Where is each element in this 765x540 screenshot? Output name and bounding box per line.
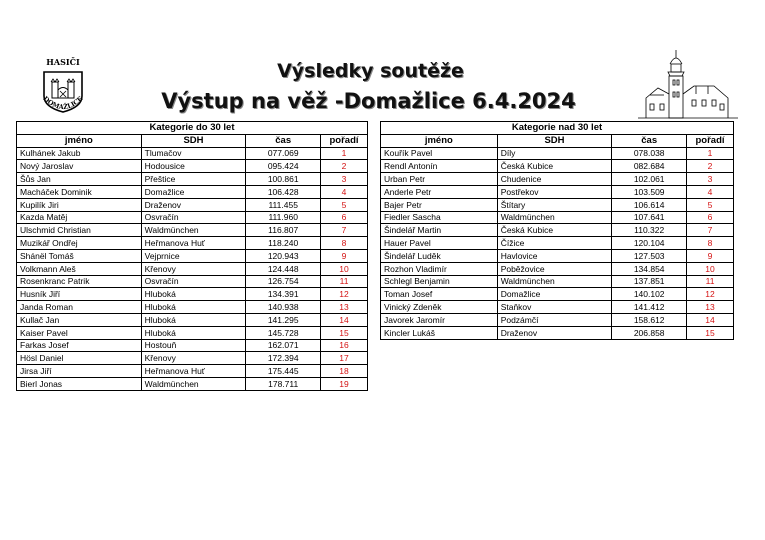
table-row xyxy=(381,301,734,314)
sdh-unit: Hluboká xyxy=(141,313,246,326)
sdh-unit: Hluboká xyxy=(141,301,246,314)
table-row xyxy=(17,275,368,288)
rank-value: 16 xyxy=(321,339,368,352)
rank-value: 18 xyxy=(321,365,368,378)
competitor-name: Urban Petr xyxy=(381,173,498,186)
rank-value: 1 xyxy=(687,147,734,160)
results-table-under-30 xyxy=(16,121,368,391)
competitor-name: Rosenkranc Patrik xyxy=(17,275,142,288)
table-row xyxy=(381,275,734,288)
sdh-unit: Domažlice xyxy=(497,288,612,301)
time-value: 141.295 xyxy=(246,313,321,326)
time-value: 145.728 xyxy=(246,326,321,339)
rank-value: 15 xyxy=(687,326,734,339)
sdh-unit: Hodousice xyxy=(141,160,246,173)
col-header-time: čas xyxy=(612,134,687,147)
time-value: 206.858 xyxy=(612,326,687,339)
table-row xyxy=(381,147,734,160)
sdh-unit: Waldmünchen xyxy=(497,211,612,224)
time-value: 111.960 xyxy=(246,211,321,224)
sdh-unit: Osvračín xyxy=(141,275,246,288)
table-row xyxy=(17,301,368,314)
time-value: 120.943 xyxy=(246,249,321,262)
time-value: 095.424 xyxy=(246,160,321,173)
rank-value: 15 xyxy=(321,326,368,339)
table-row xyxy=(381,326,734,339)
rank-value: 8 xyxy=(321,237,368,250)
title-line-1: Výsledky soutěže xyxy=(277,60,464,82)
sdh-unit: Křenovy xyxy=(141,352,246,365)
sdh-unit: Podzámčí xyxy=(497,313,612,326)
rank-value: 3 xyxy=(687,173,734,186)
rank-value: 9 xyxy=(687,249,734,262)
table-row xyxy=(381,237,734,250)
results-table-over-30 xyxy=(380,121,734,340)
sdh-unit: Tlumačov xyxy=(141,147,246,160)
competitor-name: Javorek Jaromír xyxy=(381,313,498,326)
competitor-name: Muzikář Ondřej xyxy=(17,237,142,250)
category-title: Kategorie nad 30 let xyxy=(381,122,734,135)
time-value: 106.428 xyxy=(246,185,321,198)
rank-value: 17 xyxy=(321,352,368,365)
rank-value: 19 xyxy=(321,377,368,390)
time-value: 172.394 xyxy=(246,352,321,365)
table-row xyxy=(17,326,368,339)
competitor-name: Šindelář Martin xyxy=(381,224,498,237)
sdh-unit: Waldmünchen xyxy=(141,224,246,237)
time-value: 100.861 xyxy=(246,173,321,186)
competitor-name: Šůs Jan xyxy=(17,173,142,186)
rank-value: 6 xyxy=(687,211,734,224)
competitor-name: Bajer Petr xyxy=(381,198,498,211)
sdh-unit: Heřmanova Huť xyxy=(141,237,246,250)
sdh-unit: Waldmünchen xyxy=(141,377,246,390)
rank-value: 10 xyxy=(687,262,734,275)
col-header-rank: pořadí xyxy=(321,134,368,147)
table-row xyxy=(17,288,368,301)
time-value: 141.412 xyxy=(612,301,687,314)
competitor-name: Shánël Tomáš xyxy=(17,249,142,262)
competitor-name: Hösl Daniel xyxy=(17,352,142,365)
sdh-unit: Hostouň xyxy=(141,339,246,352)
table-row xyxy=(17,173,368,186)
rank-value: 9 xyxy=(321,249,368,262)
table-row xyxy=(17,147,368,160)
col-header-name: jméno xyxy=(381,134,498,147)
time-value: 137.851 xyxy=(612,275,687,288)
sdh-unit: Osvračín xyxy=(141,211,246,224)
time-value: 110.322 xyxy=(612,224,687,237)
time-value: 127.503 xyxy=(612,249,687,262)
competitor-name: Hauer Pavel xyxy=(381,237,498,250)
title-line-2: Výstup na věž -Domažlice 6.4.2024 xyxy=(161,89,576,113)
time-value: 078.038 xyxy=(612,147,687,160)
rank-value: 5 xyxy=(687,198,734,211)
competitor-name: Toman Josef xyxy=(381,288,498,301)
time-value: 162.071 xyxy=(246,339,321,352)
competitor-name: Kazda Matěj xyxy=(17,211,142,224)
rank-value: 13 xyxy=(321,301,368,314)
rank-value: 1 xyxy=(321,147,368,160)
competitor-name: Kullač Jan xyxy=(17,313,142,326)
category-title: Kategorie do 30 let xyxy=(17,122,368,135)
time-value: 124.448 xyxy=(246,262,321,275)
time-value: 106.614 xyxy=(612,198,687,211)
sdh-unit: Křenovy xyxy=(141,262,246,275)
time-value: 134.391 xyxy=(246,288,321,301)
competitor-name: Kaiser Pavel xyxy=(17,326,142,339)
table-row xyxy=(381,173,734,186)
competitor-name: Nový Jaroslav xyxy=(17,160,142,173)
sdh-unit: Waldmünchen xyxy=(497,275,612,288)
table-row xyxy=(381,211,734,224)
sdh-unit: Heřmanova Huť xyxy=(141,365,246,378)
sdh-unit: Havlovice xyxy=(497,249,612,262)
competitor-name: Kincler Lukáš xyxy=(381,326,498,339)
table-row xyxy=(17,211,368,224)
table-row xyxy=(381,198,734,211)
table-row xyxy=(17,352,368,365)
svg-text:DOMAŽLICE: DOMAŽLICE xyxy=(41,94,85,112)
table-row xyxy=(381,288,734,301)
rank-value: 7 xyxy=(321,224,368,237)
sdh-unit: Staňkov xyxy=(497,301,612,314)
sdh-unit: Česká Kubice xyxy=(497,160,612,173)
time-value: 082.684 xyxy=(612,160,687,173)
time-value: 118.240 xyxy=(246,237,321,250)
time-value: 175.445 xyxy=(246,365,321,378)
sdh-unit: Čížice xyxy=(497,237,612,250)
time-value: 077.069 xyxy=(246,147,321,160)
table-row xyxy=(17,365,368,378)
table-row xyxy=(17,160,368,173)
time-value: 126.754 xyxy=(246,275,321,288)
competitor-name: Rozhon Vladimír xyxy=(381,262,498,275)
competitor-name: Bierl Jonas xyxy=(17,377,142,390)
rank-value: 11 xyxy=(321,275,368,288)
competitor-name: Schlegl Benjamin xyxy=(381,275,498,288)
rank-value: 14 xyxy=(321,313,368,326)
table-row xyxy=(17,313,368,326)
sdh-unit: Postřekov xyxy=(497,185,612,198)
competitor-name: Rendl Antonín xyxy=(381,160,498,173)
rank-value: 12 xyxy=(687,288,734,301)
rank-value: 11 xyxy=(687,275,734,288)
competitor-name: Macháček Dominik xyxy=(17,185,142,198)
rank-value: 8 xyxy=(687,237,734,250)
rank-value: 5 xyxy=(321,198,368,211)
sdh-unit: Chudenice xyxy=(497,173,612,186)
sdh-unit: Poběžovice xyxy=(497,262,612,275)
sdh-unit: Hluboká xyxy=(141,288,246,301)
table-row xyxy=(381,224,734,237)
rank-value: 2 xyxy=(321,160,368,173)
time-value: 111.455 xyxy=(246,198,321,211)
rank-value: 4 xyxy=(321,185,368,198)
time-value: 140.938 xyxy=(246,301,321,314)
rank-value: 13 xyxy=(687,301,734,314)
rank-value: 2 xyxy=(687,160,734,173)
col-header-sdh: SDH xyxy=(497,134,612,147)
rank-value: 12 xyxy=(321,288,368,301)
time-value: 107.641 xyxy=(612,211,687,224)
table-row xyxy=(381,313,734,326)
table-row xyxy=(381,262,734,275)
col-header-name: jméno xyxy=(17,134,142,147)
rank-value: 3 xyxy=(321,173,368,186)
table-row xyxy=(381,160,734,173)
sdh-unit: Díly xyxy=(497,147,612,160)
col-header-sdh: SDH xyxy=(141,134,246,147)
sdh-unit: Přeštice xyxy=(141,173,246,186)
sdh-unit: Vejprnice xyxy=(141,249,246,262)
rank-value: 10 xyxy=(321,262,368,275)
sdh-unit: Domažlice xyxy=(141,185,246,198)
competitor-name: Šindelář Luděk xyxy=(381,249,498,262)
competitor-name: Kouřík Pavel xyxy=(381,147,498,160)
rank-value: 6 xyxy=(321,211,368,224)
time-value: 120.104 xyxy=(612,237,687,250)
competitor-name: Vinický Zdeněk xyxy=(381,301,498,314)
competitor-name: Fiedler Sascha xyxy=(381,211,498,224)
time-value: 116.807 xyxy=(246,224,321,237)
rank-value: 7 xyxy=(687,224,734,237)
table-row xyxy=(381,249,734,262)
time-value: 140.102 xyxy=(612,288,687,301)
sdh-unit: Draženov xyxy=(141,198,246,211)
rank-value: 14 xyxy=(687,313,734,326)
table-row xyxy=(17,339,368,352)
competitor-name: Kupilík Jiri xyxy=(17,198,142,211)
col-header-time: čas xyxy=(246,134,321,147)
sdh-unit: Hluboká xyxy=(141,326,246,339)
table-row xyxy=(17,224,368,237)
competitor-name: Jirsa Jiří xyxy=(17,365,142,378)
time-value: 158.612 xyxy=(612,313,687,326)
competitor-name: Kulhánek Jakub xyxy=(17,147,142,160)
sdh-unit: Štítary xyxy=(497,198,612,211)
sdh-unit: Draženov xyxy=(497,326,612,339)
table-row xyxy=(17,185,368,198)
sdh-unit: Česká Kubice xyxy=(497,224,612,237)
competitor-name: Ulschmid Christian xyxy=(17,224,142,237)
svg-text:HASIČI: HASIČI xyxy=(46,57,80,67)
time-value: 178.711 xyxy=(246,377,321,390)
competitor-name: Farkas Josef xyxy=(17,339,142,352)
table-row xyxy=(17,198,368,211)
competitor-name: Janda Roman xyxy=(17,301,142,314)
table-row xyxy=(17,237,368,250)
competitor-name: Husník Jiří xyxy=(17,288,142,301)
competitor-name: Volkmann Aleš xyxy=(17,262,142,275)
table-row xyxy=(17,377,368,390)
time-value: 134.854 xyxy=(612,262,687,275)
rank-value: 4 xyxy=(687,185,734,198)
table-row xyxy=(17,262,368,275)
time-value: 103.509 xyxy=(612,185,687,198)
time-value: 102.061 xyxy=(612,173,687,186)
competitor-name: Anderle Petr xyxy=(381,185,498,198)
col-header-rank: pořadí xyxy=(687,134,734,147)
table-row xyxy=(381,185,734,198)
table-row xyxy=(17,249,368,262)
